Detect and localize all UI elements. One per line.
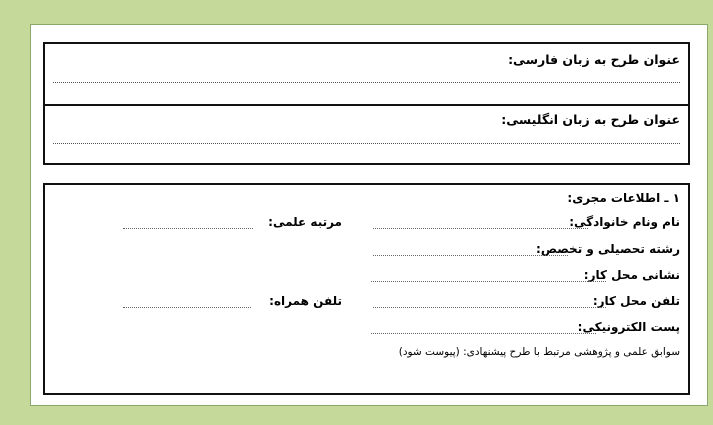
- persian-title-field[interactable]: [53, 82, 680, 83]
- section-title: ۱ ـ اطلاعات مجری:: [567, 191, 680, 205]
- history-label: سوابق علمی و پژوهشی مرتبط با طرح پیشنهادی: (پیوست شود): [398, 346, 680, 358]
- form-page: [30, 24, 708, 406]
- name-label: نام ونام خانوادگی:: [569, 215, 680, 229]
- persian-title-row: [45, 44, 688, 106]
- rank-label: مرتبه علمی:: [268, 215, 342, 229]
- english-title-label: عنوان طرح به زبان انگلیسی:: [501, 112, 680, 127]
- english-title-row: [45, 104, 688, 164]
- project-title-box: [43, 42, 690, 165]
- field-label: رشته تحصیلی و تخصص:: [536, 242, 680, 256]
- email-field[interactable]: [371, 333, 596, 334]
- rank-field[interactable]: [123, 228, 253, 229]
- mobile-label: تلفن همراه:: [269, 294, 342, 308]
- address-field[interactable]: [371, 281, 606, 282]
- english-title-field[interactable]: [53, 143, 680, 144]
- persian-title-label: عنوان طرح به زبان فارسی:: [508, 52, 680, 67]
- executor-info-box: [43, 183, 690, 395]
- name-field[interactable]: [373, 228, 588, 229]
- email-label: پست الکترونیکی:: [577, 320, 680, 334]
- field-field[interactable]: [373, 255, 568, 256]
- work-phone-field[interactable]: [373, 307, 606, 308]
- work-phone-label: تلفن محل کار:: [592, 294, 680, 308]
- address-label: نشانی محل کار:: [583, 268, 680, 282]
- mobile-field[interactable]: [123, 307, 251, 308]
